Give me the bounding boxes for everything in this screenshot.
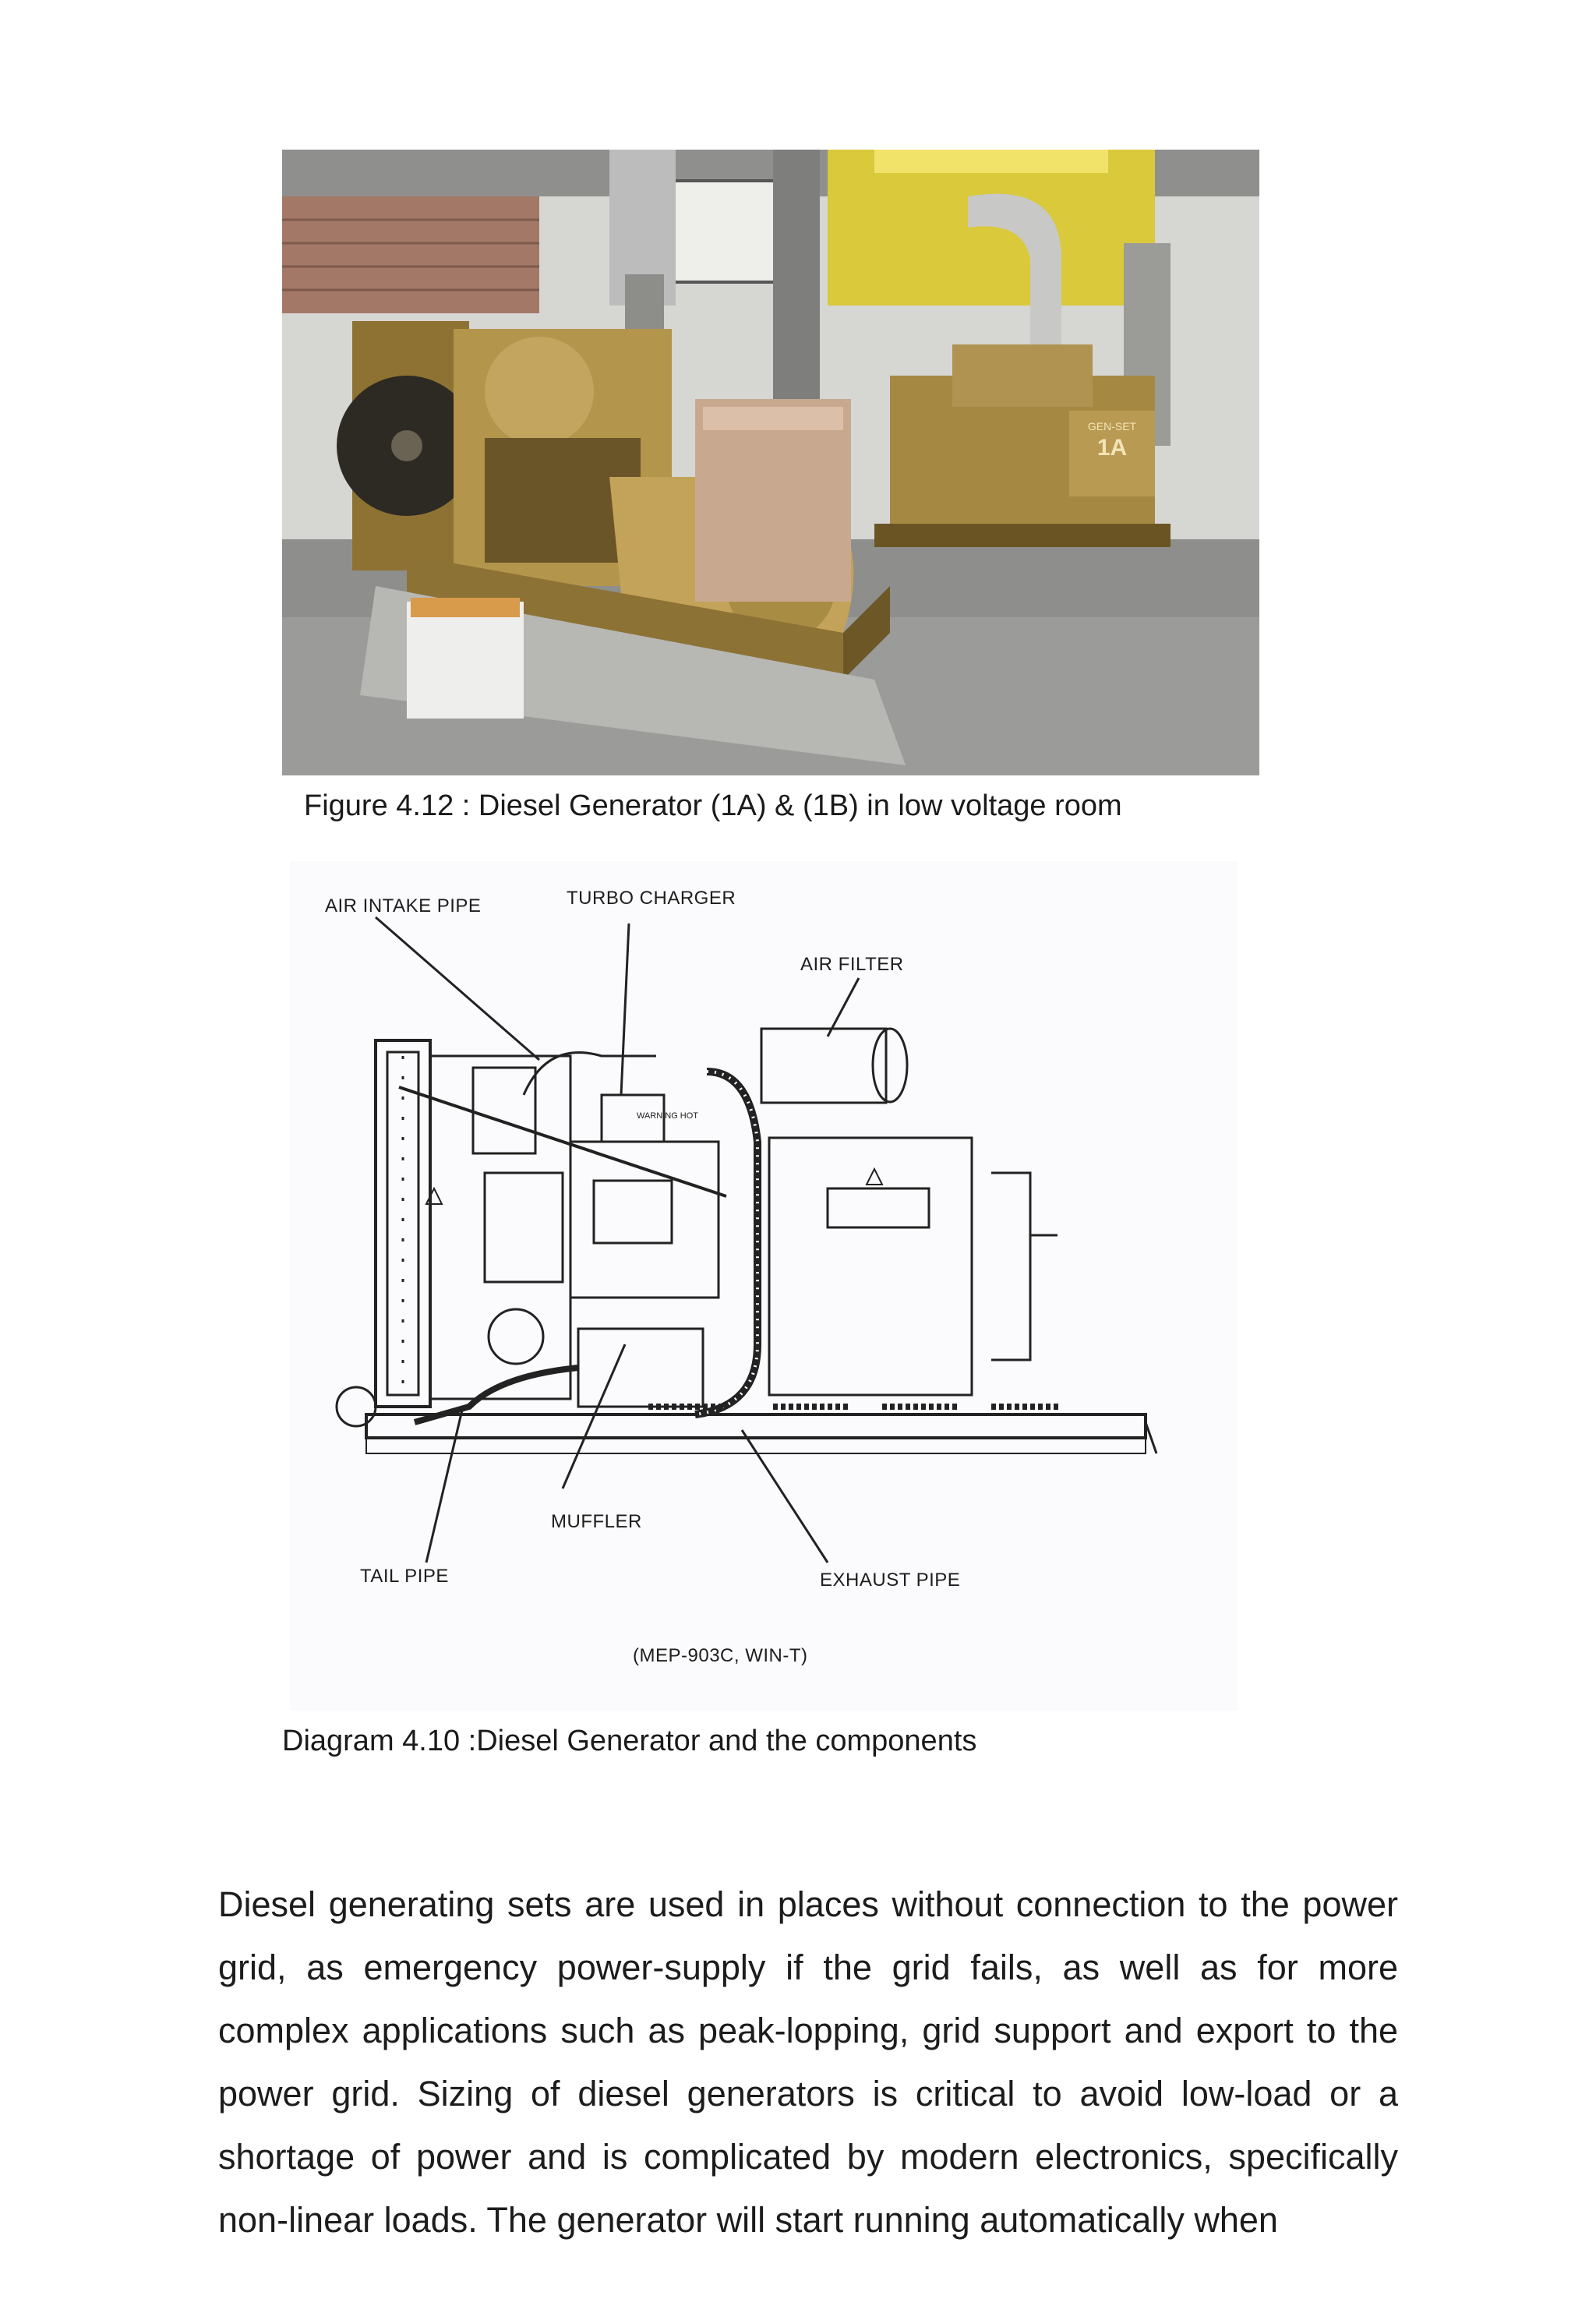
warning-triangle-icon bbox=[867, 1169, 882, 1185]
label-muffler: MUFFLER bbox=[551, 1511, 642, 1532]
generator-diagram bbox=[290, 861, 1238, 1711]
tail-pipe-leader bbox=[426, 1407, 463, 1563]
label-air-filter: AIR FILTER bbox=[800, 954, 904, 975]
generator-line-drawing bbox=[290, 861, 1238, 1711]
gen-set-tag-line1: GEN-SET bbox=[1087, 420, 1137, 433]
diagram-caption: Diagram 4.10 :Diesel Generator and the components bbox=[282, 1725, 977, 1757]
label-air-intake-pipe: AIR INTAKE PIPE bbox=[325, 895, 482, 916]
generator-photo-illustration bbox=[282, 150, 1259, 775]
turbo-charger-leader bbox=[621, 923, 629, 1095]
photo-caption: Figure 4.12 : Diesel Generator (1A) & (1B) in low voltage room bbox=[304, 789, 1122, 822]
generator-photo bbox=[282, 150, 1259, 775]
exhaust-pipe-leader bbox=[742, 1430, 828, 1563]
label-model-number: (MEP-903C, WIN-T) bbox=[633, 1645, 808, 1666]
gen-set-tag-line2: 1A bbox=[1096, 435, 1128, 461]
label-turbo-charger: TURBO CHARGER bbox=[567, 888, 736, 909]
warning-plate-label: WARNING HOT bbox=[637, 1111, 699, 1121]
label-tail-pipe: TAIL PIPE bbox=[360, 1566, 449, 1587]
label-exhaust-pipe: EXHAUST PIPE bbox=[820, 1570, 961, 1591]
body-paragraph: Diesel generating sets are used in places without connection to the power grid, as emergency power-supply if the grid fails, as well as for more complex applications such as peak-lopping, grid support and export to the power grid. Sizing of diesel generators is critical to avoid low-load or a shortage of power and is complicated by modern electronics, specifically non-linear loads. The generator will start running automatically when bbox=[218, 1884, 1398, 2240]
air-intake-leader bbox=[376, 917, 539, 1060]
